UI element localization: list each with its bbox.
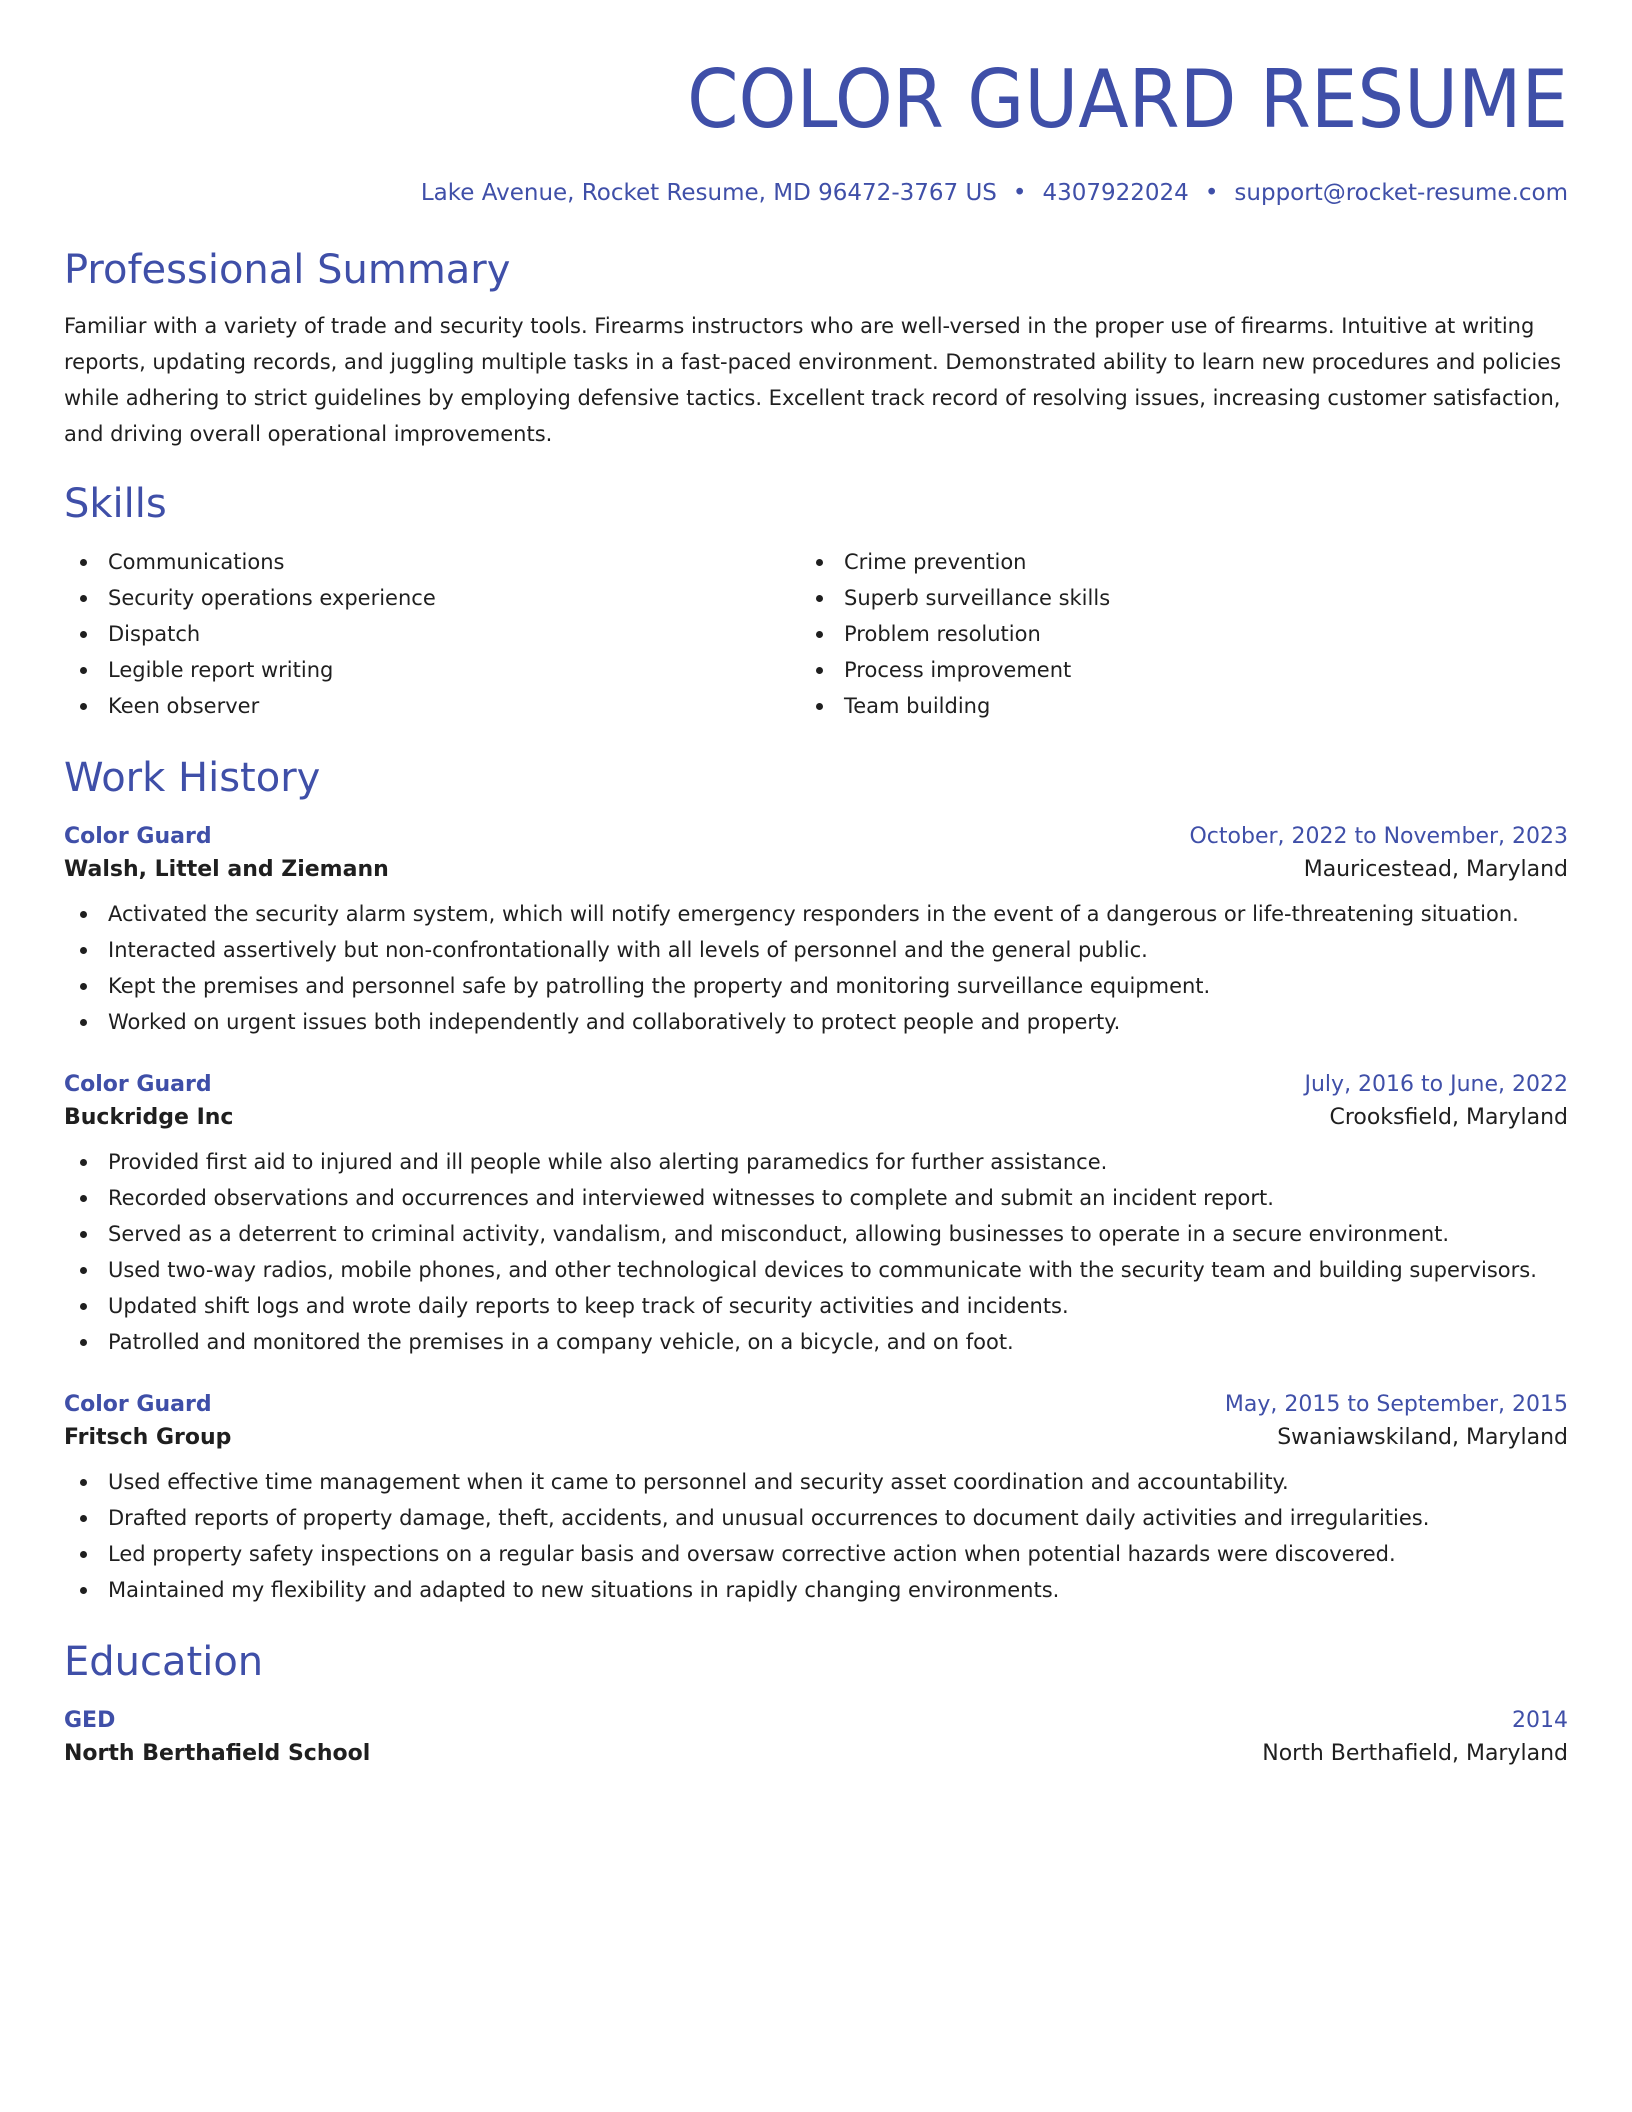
- skill-item: Process improvement: [800, 652, 1536, 688]
- job-company-row: [64, 857, 1568, 882]
- job-bullet: Patrolled and monitored the premises in a company vehicle, on a bicycle, and on foot.: [64, 1324, 1568, 1360]
- contact-address: Lake Avenue, Rocket Resume, MD 96472-3767 US: [420, 180, 997, 206]
- summary-text: Familiar with a variety of trade and security tools. Firearms instructors who are well-versed in the proper use of firearms. Intuitive at writing reports, updating records, and juggling multiple tasks in a fast-paced environment. Demonstrated ability to learn new procedures and policies while adhering to strict guidelines by employing defensive tactics. Excellent track record of resolving issues, increasing customer satisfaction, and driving overall operational improvements.: [64, 313, 1562, 446]
- job-bullet: Served as a deterrent to criminal activity, vandalism, and misconduct, allowing businesses to operate in a secure environment.: [64, 1216, 1568, 1252]
- resume-title: COLOR GUARD RESUME: [687, 53, 1568, 146]
- skill-item: Keen observer: [64, 688, 800, 724]
- education-school-row: [64, 1741, 1568, 1766]
- job-company-row: [64, 1425, 1568, 1450]
- job-title-row: [64, 1072, 1568, 1097]
- job-bullet: Used effective time management when it came to personnel and security asset coordination and accountability.: [64, 1464, 1568, 1500]
- job-bullet: Led property safety inspections on a regular basis and oversaw corrective action when potential hazards were discovered.: [64, 1536, 1568, 1572]
- job-company: Buckridge Inc: [64, 1104, 234, 1130]
- education-location: North Berthafield, Maryland: [1262, 1740, 1568, 1766]
- job-bullet: Used two-way radios, mobile phones, and other technological devices to communicate with the security team and building supervisors.: [64, 1252, 1568, 1288]
- skill-item: Superb surveillance skills: [800, 580, 1536, 616]
- skill-item: Team building: [800, 688, 1536, 724]
- job-bullet: Kept the premises and personnel safe by patrolling the property and monitoring surveillance equipment.: [64, 968, 1568, 1004]
- education-school: North Berthafield School: [64, 1740, 371, 1766]
- resume-page: [64, 0, 1568, 1766]
- education-year: 2014: [1512, 1707, 1568, 1733]
- job-bullet: Worked on urgent issues both independently and collaboratively to protect people and property.: [64, 1004, 1568, 1040]
- contact-phone: 4307922024: [1042, 180, 1189, 206]
- skills-heading: Skills: [64, 480, 167, 527]
- skills-column-left: [64, 544, 800, 724]
- job-bullets: [64, 896, 1568, 1040]
- contact-line: [64, 180, 1568, 208]
- skills-list: [64, 544, 1568, 724]
- job-location: Swaniawskiland, Maryland: [1277, 1424, 1568, 1450]
- job-company: Walsh, Littel and Ziemann: [64, 856, 389, 882]
- job-title: Color Guard: [64, 1071, 212, 1097]
- skill-item: Communications: [64, 544, 800, 580]
- job-bullet: Recorded observations and occurrences and interviewed witnesses to complete and submit an incident report.: [64, 1180, 1568, 1216]
- job-title: Color Guard: [64, 823, 212, 849]
- education-degree-row: [64, 1708, 1568, 1733]
- job-bullet: Maintained my flexibility and adapted to new situations in rapidly changing environments.: [64, 1572, 1568, 1608]
- contact-separator: •: [1012, 180, 1027, 206]
- skill-item: Legible report writing: [64, 652, 800, 688]
- job-company: Fritsch Group: [64, 1424, 232, 1450]
- skill-item: Crime prevention: [800, 544, 1536, 580]
- job-location: Crooksfield, Maryland: [1329, 1104, 1568, 1130]
- job-bullets: [64, 1144, 1568, 1360]
- job-dates: July, 2016 to June, 2022: [1304, 1071, 1568, 1097]
- job-dates: October, 2022 to November, 2023: [1189, 823, 1568, 849]
- summary-heading: Professional Summary: [64, 246, 511, 293]
- skill-item: Dispatch: [64, 616, 800, 652]
- work-history-heading: Work History: [64, 754, 321, 801]
- job-entry: [64, 1072, 1568, 1360]
- job-company-row: [64, 1105, 1568, 1130]
- skill-item: Security operations experience: [64, 580, 800, 616]
- job-location: Mauricestead, Maryland: [1303, 856, 1568, 882]
- job-dates: May, 2015 to September, 2015: [1224, 1391, 1568, 1417]
- job-entry: [64, 1392, 1568, 1608]
- skills-column-right: [800, 544, 1536, 724]
- job-bullet: Activated the security alarm system, which will notify emergency responders in the event of a dangerous or life-threatening situation.: [64, 896, 1568, 932]
- contact-separator: •: [1204, 180, 1219, 206]
- job-bullet: Provided first aid to injured and ill people while also alerting paramedics for further assistance.: [64, 1144, 1568, 1180]
- education-degree: GED: [64, 1707, 116, 1733]
- job-title-row: [64, 1392, 1568, 1417]
- job-entry: [64, 824, 1568, 1040]
- job-bullets: [64, 1464, 1568, 1608]
- skill-item: Problem resolution: [800, 616, 1536, 652]
- job-bullet: Drafted reports of property damage, theft, accidents, and unusual occurrences to document daily activities and irregularities.: [64, 1500, 1568, 1536]
- job-bullet: Updated shift logs and wrote daily reports to keep track of security activities and incidents.: [64, 1288, 1568, 1324]
- job-title: Color Guard: [64, 1391, 212, 1417]
- education-heading: Education: [64, 1638, 264, 1685]
- contact-email: support@rocket-resume.com: [1234, 180, 1568, 206]
- job-bullet: Interacted assertively but non-confrontationally with all levels of personnel and the general public.: [64, 932, 1568, 968]
- job-title-row: [64, 824, 1568, 849]
- education-entry: [64, 1708, 1568, 1766]
